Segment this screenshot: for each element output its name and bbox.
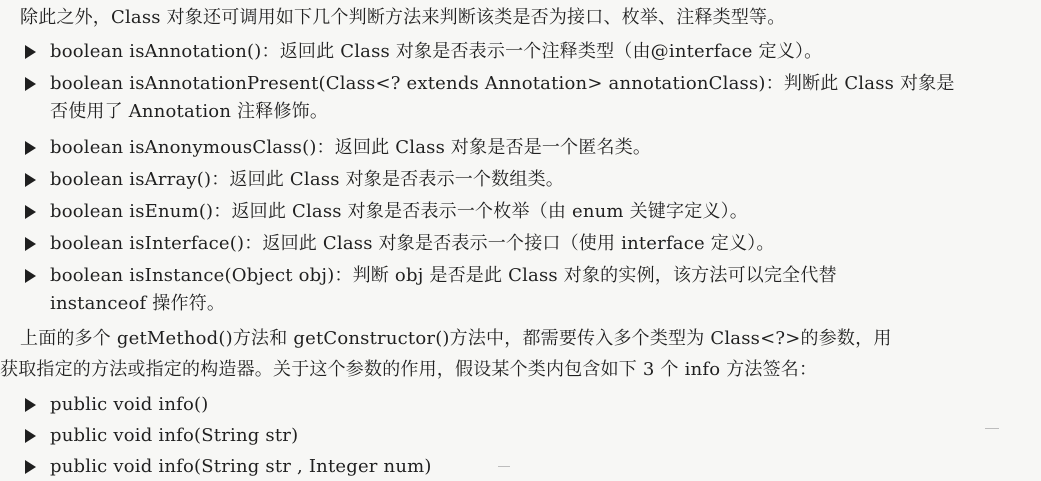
bullet-arrow-icon	[24, 72, 38, 96]
paragraph-2-line-2: 获取指定的方法或指定的构造器。关于这个参数的作用，假设某个类内包含如下 3 个 info 方法签名：	[0, 359, 818, 380]
intro-paragraph: 除此之外，Class 对象还可调用如下几个判断方法来判断该类是否为接口、枚举、注释类型等。	[20, 7, 786, 28]
method-is-interface: boolean isInterface()：返回此 Class 对象是否表示一个接口（使用 interface 定义）。	[50, 233, 775, 254]
method-is-enum: boolean isEnum()：返回此 Class 对象是否表示一个枚举（由 enum 关键字定义）。	[50, 201, 749, 222]
bullet-arrow-icon	[24, 264, 38, 288]
method-is-annotation-present-cont: 否使用了 Annotation 注释修饰。	[50, 101, 329, 122]
paragraph-2-line-1: 上面的多个 getMethod()方法和 getConstructor()方法中，都需要传入多个类型为 Class<?>的参数，用	[20, 328, 892, 349]
method-is-anonymous-class: boolean isAnonymousClass()：返回此 Class 对象是否是一个匿名类。	[50, 137, 652, 158]
method-is-instance: boolean isInstance(Object obj)：判断 obj 是否是此 Class 对象的实例，该方法可以完全代替	[50, 265, 837, 286]
signature-info-string-integer: public void info(String str , Integer num)	[50, 456, 432, 477]
bullet-arrow-icon	[24, 200, 38, 224]
signature-info-no-args: public void info()	[50, 394, 209, 415]
bullet-arrow-icon	[24, 136, 38, 160]
bullet-arrow-icon	[24, 393, 38, 417]
method-is-instance-cont: instanceof 操作符。	[50, 293, 226, 314]
scan-mark	[498, 466, 510, 467]
method-is-array: boolean isArray()：返回此 Class 对象是否表示一个数组类。	[50, 169, 564, 190]
bullet-arrow-icon	[24, 424, 38, 448]
bullet-arrow-icon	[24, 168, 38, 192]
signature-info-string: public void info(String str)	[50, 425, 299, 446]
bullet-arrow-icon	[24, 455, 38, 479]
method-is-annotation: boolean isAnnotation()：返回此 Class 对象是否表示一个注释类型（由@interface 定义）。	[50, 41, 823, 62]
method-is-annotation-present: boolean isAnnotationPresent(Class<? extends Annotation> annotationClass)：判断此 Class 对象是	[50, 73, 955, 94]
scan-mark	[985, 428, 999, 429]
bullet-arrow-icon	[24, 232, 38, 256]
bullet-arrow-icon	[24, 40, 38, 64]
